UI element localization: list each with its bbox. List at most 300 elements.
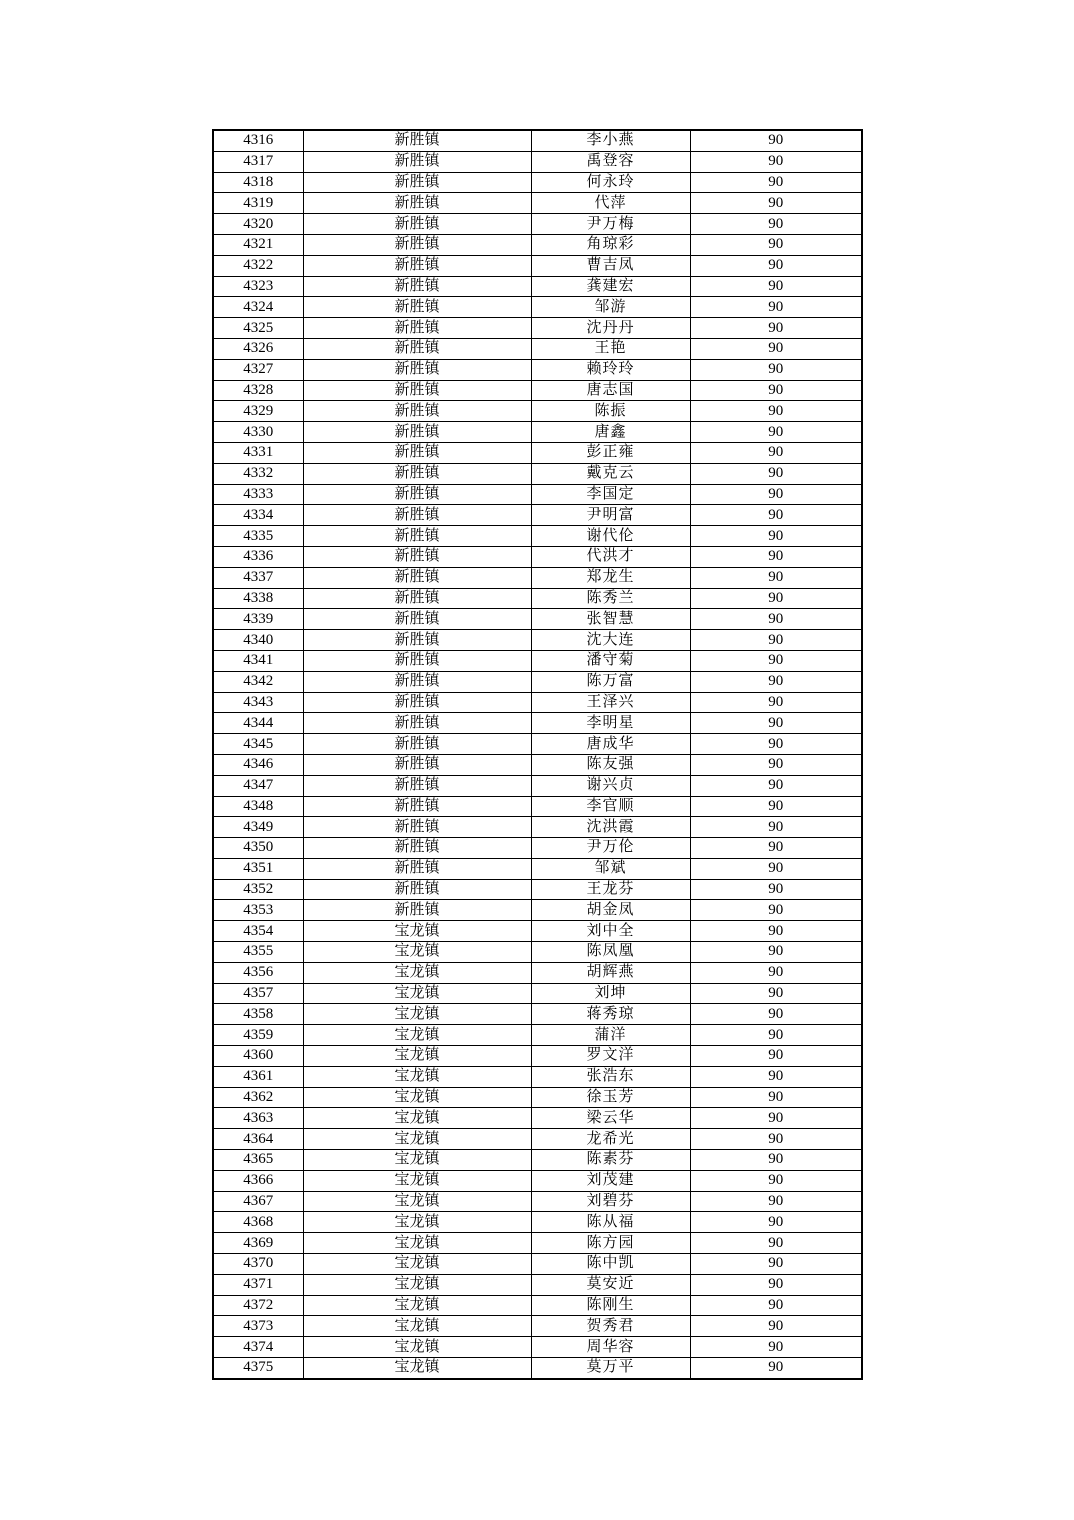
- row-number-cell: 4319: [213, 193, 303, 214]
- table-row: [213, 588, 862, 609]
- name-cell: 陈万富: [531, 671, 690, 692]
- table-row: [213, 858, 862, 879]
- town-cell: 新胜镇: [303, 817, 531, 838]
- name-cell: 刘碧芬: [531, 1191, 690, 1212]
- row-number-cell: 4325: [213, 318, 303, 339]
- score-cell: 90: [690, 1316, 862, 1337]
- row-number-cell: 4331: [213, 442, 303, 463]
- town-cell: 宝龙镇: [303, 1274, 531, 1295]
- table-row: [213, 671, 862, 692]
- score-cell: 90: [690, 1150, 862, 1171]
- town-cell: 新胜镇: [303, 255, 531, 276]
- town-cell: 新胜镇: [303, 858, 531, 879]
- name-cell: 曹吉凤: [531, 255, 690, 276]
- name-cell: 唐志国: [531, 380, 690, 401]
- name-cell: 龙希光: [531, 1129, 690, 1150]
- score-cell: 90: [690, 671, 862, 692]
- name-cell: 王艳: [531, 338, 690, 359]
- name-cell: 唐鑫: [531, 422, 690, 443]
- table-row: [213, 1025, 862, 1046]
- table-row: [213, 962, 862, 983]
- table-row: [213, 754, 862, 775]
- table-row: [213, 1233, 862, 1254]
- name-cell: 戴克云: [531, 463, 690, 484]
- score-cell: 90: [690, 1337, 862, 1358]
- town-cell: 新胜镇: [303, 838, 531, 859]
- name-cell: 李国定: [531, 484, 690, 505]
- town-cell: 新胜镇: [303, 380, 531, 401]
- row-number-cell: 4359: [213, 1025, 303, 1046]
- town-cell: 宝龙镇: [303, 1066, 531, 1087]
- score-cell: 90: [690, 1358, 862, 1379]
- score-cell: 90: [690, 318, 862, 339]
- town-cell: 新胜镇: [303, 692, 531, 713]
- town-cell: 新胜镇: [303, 234, 531, 255]
- table-row: [213, 1337, 862, 1358]
- table-row: [213, 338, 862, 359]
- score-cell: 90: [690, 1066, 862, 1087]
- score-cell: 90: [690, 338, 862, 359]
- score-cell: 90: [690, 879, 862, 900]
- score-cell: 90: [690, 1233, 862, 1254]
- name-cell: 彭正雍: [531, 442, 690, 463]
- table-row: [213, 775, 862, 796]
- score-cell: 90: [690, 193, 862, 214]
- table-row: [213, 1004, 862, 1025]
- row-number-cell: 4353: [213, 900, 303, 921]
- score-cell: 90: [690, 1108, 862, 1129]
- table-row: [213, 276, 862, 297]
- row-number-cell: 4339: [213, 609, 303, 630]
- name-cell: 代萍: [531, 193, 690, 214]
- town-cell: 新胜镇: [303, 650, 531, 671]
- table-row: [213, 1108, 862, 1129]
- name-cell: 陈方园: [531, 1233, 690, 1254]
- table-body: [213, 130, 862, 1379]
- score-cell: 90: [690, 1046, 862, 1067]
- town-cell: 宝龙镇: [303, 921, 531, 942]
- table-row: [213, 193, 862, 214]
- name-cell: 罗文洋: [531, 1046, 690, 1067]
- table-row: [213, 151, 862, 172]
- score-cell: 90: [690, 526, 862, 547]
- town-cell: 宝龙镇: [303, 942, 531, 963]
- town-cell: 宝龙镇: [303, 1337, 531, 1358]
- score-cell: 90: [690, 463, 862, 484]
- name-cell: 李官顺: [531, 796, 690, 817]
- table-row: [213, 505, 862, 526]
- table-row: [213, 130, 862, 151]
- row-number-cell: 4358: [213, 1004, 303, 1025]
- table-row: [213, 713, 862, 734]
- table-row: [213, 921, 862, 942]
- score-cell: 90: [690, 422, 862, 443]
- row-number-cell: 4373: [213, 1316, 303, 1337]
- town-cell: 新胜镇: [303, 588, 531, 609]
- name-cell: 邹游: [531, 297, 690, 318]
- row-number-cell: 4368: [213, 1212, 303, 1233]
- table-row: [213, 234, 862, 255]
- name-cell: 尹万伦: [531, 838, 690, 859]
- score-cell: 90: [690, 650, 862, 671]
- score-cell: 90: [690, 838, 862, 859]
- town-cell: 宝龙镇: [303, 1108, 531, 1129]
- town-cell: 新胜镇: [303, 567, 531, 588]
- town-cell: 新胜镇: [303, 796, 531, 817]
- town-cell: 新胜镇: [303, 214, 531, 235]
- score-cell: 90: [690, 1025, 862, 1046]
- row-number-cell: 4347: [213, 775, 303, 796]
- town-cell: 新胜镇: [303, 359, 531, 380]
- table-row: [213, 1274, 862, 1295]
- name-cell: 蒋秀琼: [531, 1004, 690, 1025]
- row-number-cell: 4346: [213, 754, 303, 775]
- row-number-cell: 4335: [213, 526, 303, 547]
- score-cell: 90: [690, 567, 862, 588]
- score-cell: 90: [690, 630, 862, 651]
- town-cell: 新胜镇: [303, 318, 531, 339]
- score-cell: 90: [690, 796, 862, 817]
- score-cell: 90: [690, 151, 862, 172]
- row-number-cell: 4357: [213, 983, 303, 1004]
- row-number-cell: 4352: [213, 879, 303, 900]
- town-cell: 宝龙镇: [303, 1191, 531, 1212]
- name-cell: 李明星: [531, 713, 690, 734]
- town-cell: 新胜镇: [303, 172, 531, 193]
- town-cell: 新胜镇: [303, 754, 531, 775]
- score-cell: 90: [690, 1274, 862, 1295]
- name-cell: 张智慧: [531, 609, 690, 630]
- name-cell: 沈大连: [531, 630, 690, 651]
- row-number-cell: 4367: [213, 1191, 303, 1212]
- row-number-cell: 4371: [213, 1274, 303, 1295]
- name-cell: 胡金凤: [531, 900, 690, 921]
- table-row: [213, 1170, 862, 1191]
- score-cell: 90: [690, 900, 862, 921]
- table-row: [213, 734, 862, 755]
- town-cell: 新胜镇: [303, 193, 531, 214]
- name-cell: 胡辉燕: [531, 962, 690, 983]
- table-row: [213, 1191, 862, 1212]
- town-cell: 新胜镇: [303, 442, 531, 463]
- table-row: [213, 1212, 862, 1233]
- town-cell: 新胜镇: [303, 879, 531, 900]
- table-row: [213, 630, 862, 651]
- row-number-cell: 4365: [213, 1150, 303, 1171]
- name-cell: 何永玲: [531, 172, 690, 193]
- row-number-cell: 4329: [213, 401, 303, 422]
- row-number-cell: 4343: [213, 692, 303, 713]
- name-cell: 陈振: [531, 401, 690, 422]
- row-number-cell: 4326: [213, 338, 303, 359]
- score-cell: 90: [690, 546, 862, 567]
- table-row: [213, 1254, 862, 1275]
- row-number-cell: 4330: [213, 422, 303, 443]
- table-row: [213, 1295, 862, 1316]
- row-number-cell: 4369: [213, 1233, 303, 1254]
- name-cell: 唐成华: [531, 734, 690, 755]
- town-cell: 新胜镇: [303, 338, 531, 359]
- row-number-cell: 4340: [213, 630, 303, 651]
- data-table: [212, 129, 863, 1380]
- town-cell: 宝龙镇: [303, 983, 531, 1004]
- town-cell: 新胜镇: [303, 546, 531, 567]
- name-cell: 王龙芬: [531, 879, 690, 900]
- table-row: [213, 1358, 862, 1379]
- town-cell: 新胜镇: [303, 422, 531, 443]
- score-cell: 90: [690, 983, 862, 1004]
- row-number-cell: 4375: [213, 1358, 303, 1379]
- town-cell: 宝龙镇: [303, 1316, 531, 1337]
- town-cell: 新胜镇: [303, 151, 531, 172]
- name-cell: 角琼彩: [531, 234, 690, 255]
- row-number-cell: 4372: [213, 1295, 303, 1316]
- town-cell: 新胜镇: [303, 609, 531, 630]
- score-cell: 90: [690, 921, 862, 942]
- name-cell: 代洪才: [531, 546, 690, 567]
- row-number-cell: 4328: [213, 380, 303, 401]
- score-cell: 90: [690, 1087, 862, 1108]
- town-cell: 宝龙镇: [303, 1129, 531, 1150]
- row-number-cell: 4320: [213, 214, 303, 235]
- row-number-cell: 4354: [213, 921, 303, 942]
- row-number-cell: 4336: [213, 546, 303, 567]
- row-number-cell: 4333: [213, 484, 303, 505]
- row-number-cell: 4370: [213, 1254, 303, 1275]
- row-number-cell: 4356: [213, 962, 303, 983]
- score-cell: 90: [690, 713, 862, 734]
- score-cell: 90: [690, 484, 862, 505]
- score-cell: 90: [690, 734, 862, 755]
- name-cell: 禹登容: [531, 151, 690, 172]
- table-row: [213, 567, 862, 588]
- name-cell: 龚建宏: [531, 276, 690, 297]
- name-cell: 郑龙生: [531, 567, 690, 588]
- score-cell: 90: [690, 297, 862, 318]
- town-cell: 宝龙镇: [303, 1004, 531, 1025]
- town-cell: 新胜镇: [303, 900, 531, 921]
- score-cell: 90: [690, 1191, 862, 1212]
- name-cell: 尹明富: [531, 505, 690, 526]
- row-number-cell: 4348: [213, 796, 303, 817]
- town-cell: 新胜镇: [303, 630, 531, 651]
- name-cell: 徐玉芳: [531, 1087, 690, 1108]
- score-cell: 90: [690, 962, 862, 983]
- score-cell: 90: [690, 380, 862, 401]
- name-cell: 陈凤凰: [531, 942, 690, 963]
- score-cell: 90: [690, 1295, 862, 1316]
- table-row: [213, 650, 862, 671]
- row-number-cell: 4324: [213, 297, 303, 318]
- table-row: [213, 172, 862, 193]
- row-number-cell: 4322: [213, 255, 303, 276]
- name-cell: 潘守菊: [531, 650, 690, 671]
- table-row: [213, 1066, 862, 1087]
- row-number-cell: 4316: [213, 130, 303, 151]
- row-number-cell: 4327: [213, 359, 303, 380]
- name-cell: 陈从福: [531, 1212, 690, 1233]
- table-row: [213, 1150, 862, 1171]
- table-row: [213, 609, 862, 630]
- name-cell: 张浩东: [531, 1066, 690, 1087]
- table-row: [213, 526, 862, 547]
- table-row: [213, 1129, 862, 1150]
- name-cell: 刘中全: [531, 921, 690, 942]
- table-row: [213, 422, 862, 443]
- name-cell: 莫万平: [531, 1358, 690, 1379]
- score-cell: 90: [690, 442, 862, 463]
- town-cell: 宝龙镇: [303, 1046, 531, 1067]
- name-cell: 陈中凯: [531, 1254, 690, 1275]
- row-number-cell: 4374: [213, 1337, 303, 1358]
- town-cell: 宝龙镇: [303, 1150, 531, 1171]
- name-cell: 莫安近: [531, 1274, 690, 1295]
- score-cell: 90: [690, 1129, 862, 1150]
- table-row: [213, 214, 862, 235]
- row-number-cell: 4321: [213, 234, 303, 255]
- town-cell: 新胜镇: [303, 734, 531, 755]
- score-cell: 90: [690, 214, 862, 235]
- name-cell: 蒲洋: [531, 1025, 690, 1046]
- table-row: [213, 401, 862, 422]
- row-number-cell: 4364: [213, 1129, 303, 1150]
- name-cell: 刘坤: [531, 983, 690, 1004]
- row-number-cell: 4342: [213, 671, 303, 692]
- table-row: [213, 442, 862, 463]
- town-cell: 新胜镇: [303, 713, 531, 734]
- table-row: [213, 463, 862, 484]
- town-cell: 新胜镇: [303, 671, 531, 692]
- town-cell: 宝龙镇: [303, 1254, 531, 1275]
- row-number-cell: 4345: [213, 734, 303, 755]
- name-cell: 陈友强: [531, 754, 690, 775]
- score-cell: 90: [690, 505, 862, 526]
- score-cell: 90: [690, 359, 862, 380]
- score-cell: 90: [690, 609, 862, 630]
- name-cell: 陈刚生: [531, 1295, 690, 1316]
- row-number-cell: 4317: [213, 151, 303, 172]
- name-cell: 陈素芬: [531, 1150, 690, 1171]
- row-number-cell: 4334: [213, 505, 303, 526]
- table-row: [213, 983, 862, 1004]
- score-cell: 90: [690, 942, 862, 963]
- table-row: [213, 692, 862, 713]
- table-row: [213, 838, 862, 859]
- name-cell: 沈丹丹: [531, 318, 690, 339]
- row-number-cell: 4338: [213, 588, 303, 609]
- town-cell: 新胜镇: [303, 130, 531, 151]
- table-row: [213, 380, 862, 401]
- name-cell: 尹万梅: [531, 214, 690, 235]
- town-cell: 宝龙镇: [303, 1233, 531, 1254]
- table-row: [213, 359, 862, 380]
- name-cell: 陈秀兰: [531, 588, 690, 609]
- score-cell: 90: [690, 234, 862, 255]
- score-cell: 90: [690, 692, 862, 713]
- row-number-cell: 4332: [213, 463, 303, 484]
- score-cell: 90: [690, 401, 862, 422]
- town-cell: 宝龙镇: [303, 962, 531, 983]
- name-cell: 周华容: [531, 1337, 690, 1358]
- row-number-cell: 4341: [213, 650, 303, 671]
- row-number-cell: 4323: [213, 276, 303, 297]
- town-cell: 新胜镇: [303, 297, 531, 318]
- score-cell: 90: [690, 1254, 862, 1275]
- score-cell: 90: [690, 172, 862, 193]
- table-row: [213, 1087, 862, 1108]
- score-cell: 90: [690, 130, 862, 151]
- town-cell: 宝龙镇: [303, 1358, 531, 1379]
- row-number-cell: 4344: [213, 713, 303, 734]
- table-row: [213, 1316, 862, 1337]
- row-number-cell: 4366: [213, 1170, 303, 1191]
- row-number-cell: 4351: [213, 858, 303, 879]
- town-cell: 新胜镇: [303, 463, 531, 484]
- score-cell: 90: [690, 858, 862, 879]
- name-cell: 谢代伦: [531, 526, 690, 547]
- name-cell: 刘茂建: [531, 1170, 690, 1191]
- table-row: [213, 942, 862, 963]
- table-row: [213, 796, 862, 817]
- score-cell: 90: [690, 1212, 862, 1233]
- name-cell: 王泽兴: [531, 692, 690, 713]
- table-row: [213, 546, 862, 567]
- name-cell: 李小燕: [531, 130, 690, 151]
- name-cell: 赖玲玲: [531, 359, 690, 380]
- town-cell: 新胜镇: [303, 505, 531, 526]
- table-row: [213, 484, 862, 505]
- row-number-cell: 4350: [213, 838, 303, 859]
- table-row: [213, 255, 862, 276]
- row-number-cell: 4349: [213, 817, 303, 838]
- table-row: [213, 297, 862, 318]
- score-cell: 90: [690, 775, 862, 796]
- score-cell: 90: [690, 255, 862, 276]
- town-cell: 宝龙镇: [303, 1025, 531, 1046]
- name-cell: 谢兴贞: [531, 775, 690, 796]
- table-row: [213, 900, 862, 921]
- name-cell: 梁云华: [531, 1108, 690, 1129]
- town-cell: 宝龙镇: [303, 1087, 531, 1108]
- row-number-cell: 4362: [213, 1087, 303, 1108]
- score-cell: 90: [690, 276, 862, 297]
- name-cell: 沈洪霞: [531, 817, 690, 838]
- score-cell: 90: [690, 754, 862, 775]
- table-row: [213, 1046, 862, 1067]
- table-row: [213, 879, 862, 900]
- table-row: [213, 318, 862, 339]
- row-number-cell: 4361: [213, 1066, 303, 1087]
- table-row: [213, 817, 862, 838]
- town-cell: 宝龙镇: [303, 1295, 531, 1316]
- score-cell: 90: [690, 1170, 862, 1191]
- row-number-cell: 4355: [213, 942, 303, 963]
- town-cell: 新胜镇: [303, 775, 531, 796]
- row-number-cell: 4318: [213, 172, 303, 193]
- town-cell: 新胜镇: [303, 276, 531, 297]
- row-number-cell: 4337: [213, 567, 303, 588]
- row-number-cell: 4360: [213, 1046, 303, 1067]
- town-cell: 新胜镇: [303, 401, 531, 422]
- town-cell: 新胜镇: [303, 526, 531, 547]
- name-cell: 邹斌: [531, 858, 690, 879]
- name-cell: 贺秀君: [531, 1316, 690, 1337]
- row-number-cell: 4363: [213, 1108, 303, 1129]
- town-cell: 宝龙镇: [303, 1170, 531, 1191]
- town-cell: 新胜镇: [303, 484, 531, 505]
- score-cell: 90: [690, 817, 862, 838]
- town-cell: 宝龙镇: [303, 1212, 531, 1233]
